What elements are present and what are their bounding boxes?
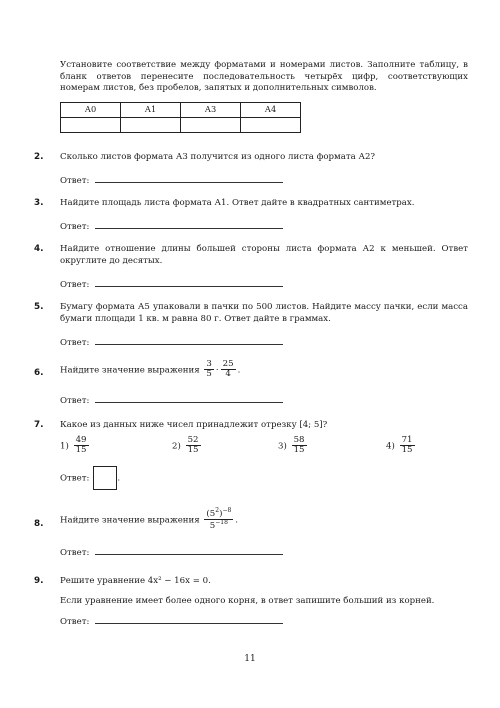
table-header-a4: А4: [241, 103, 301, 118]
question-number: 6.: [34, 368, 44, 378]
question-text: Какое из данных ниже чисел принадлежит отрезку [4; 5]?: [60, 420, 328, 430]
table-cell-a3[interactable]: [181, 118, 241, 133]
intro-text: Установите соответствие между форматами и номерами листов. Заполните таблицу, в бланк ответов перенесите последовательность четырёх цифр, соответствующих номерам листов, без пробелов, запятых и дополнительных символов.: [60, 60, 468, 94]
table-header-a1: А1: [121, 103, 181, 118]
answer-label: Ответ:: [60, 473, 90, 484]
answer-field[interactable]: [60, 279, 283, 292]
answer-label: Ответ:: [60, 338, 90, 348]
table-header-row: [61, 103, 301, 118]
table-cell-a4[interactable]: [241, 118, 301, 133]
answer-field[interactable]: [60, 547, 283, 560]
option-3[interactable]: 3) $\frac{58}{15}$: [278, 435, 305, 456]
question-text: Найдите отношение длины большей стороны листа формата А2 к меньшей. Ответ округлите до десятых.: [60, 244, 468, 266]
option-2[interactable]: 2) $\frac{52}{15}$: [172, 435, 199, 456]
question-number: 5.: [34, 302, 44, 312]
answer-label: Ответ:: [60, 617, 90, 627]
answer-line[interactable]: [95, 337, 283, 345]
fraction: $\frac{49}{15}$: [75, 435, 87, 456]
answer-label: Ответ:: [60, 280, 90, 290]
fraction: $\frac{71}{15}$: [401, 435, 413, 456]
question-text: Сколько листов формата А3 получится из одного листа формата А2?: [60, 152, 376, 162]
fraction: $\frac{25}{4}$: [222, 359, 234, 380]
answer-table: [60, 102, 301, 133]
answer-line[interactable]: [95, 395, 283, 403]
table-header-a3: А3: [181, 103, 241, 118]
question-number: 3.: [34, 198, 44, 208]
question-number: 8.: [34, 519, 44, 529]
fraction: $\frac{58}{15}$: [293, 435, 305, 456]
fraction: $\frac{3}{5}$: [206, 359, 212, 380]
option-1[interactable]: 1) $\frac{49}{15}$: [60, 435, 87, 456]
option-4[interactable]: 4) $\frac{71}{15}$: [386, 435, 413, 456]
answer-label: Ответ:: [60, 548, 90, 558]
question-number: 7.: [34, 420, 44, 430]
answer-field[interactable]: [60, 175, 283, 188]
page-number: 11: [244, 654, 256, 664]
question-text: Найдите площадь листа формата А1. Ответ дайте в квадратных сантиметрах.: [60, 198, 415, 208]
fraction: $\frac{52}{15}$: [187, 435, 199, 456]
fraction: $\frac{(5^2)^{-8}}{5^{-18}}$: [206, 507, 232, 532]
answer-line[interactable]: [95, 175, 283, 183]
answer-line[interactable]: [95, 616, 283, 624]
answer-line[interactable]: [95, 547, 283, 555]
answer-line[interactable]: [95, 221, 283, 229]
question-number: 2.: [34, 152, 44, 162]
question-number: 4.: [34, 244, 44, 254]
question-text: Найдите значение выражения $\frac{(5^2)^{-8}}{5^{-18}}$ .: [60, 507, 239, 532]
question-prompt: Найдите значение выражения: [60, 515, 200, 526]
answer-box[interactable]: [93, 466, 117, 490]
question-prompt: Найдите значение выражения: [60, 365, 200, 376]
answer-label: Ответ:: [60, 176, 90, 186]
answer-label: Ответ:: [60, 396, 90, 406]
answer-field[interactable]: [60, 337, 283, 350]
question-text-2: Если уравнение имеет более одного корня, в ответ запишите больший из корней.: [60, 596, 435, 606]
answer-label: Ответ:: [60, 222, 90, 232]
question-text: Решите уравнение 4x² − 16x = 0.: [60, 576, 211, 586]
table-cell-a1[interactable]: [121, 118, 181, 133]
table-header-a0: А0: [61, 103, 121, 118]
answer-field[interactable]: [60, 395, 283, 408]
table-answer-row: [61, 118, 301, 133]
question-text: Найдите значение выражения $\frac{3}{5}$ · $\frac{25}{4}$ .: [60, 359, 241, 380]
question-text: Бумагу формата А5 упаковали в пачки по 500 листов. Найдите массу пачки, если масса бумаги площади 1 кв. м равна 80 г. Ответ дайте в граммах.: [60, 302, 468, 324]
table-cell-a0[interactable]: [61, 118, 121, 133]
answer-field[interactable]: [60, 221, 283, 234]
answer-field[interactable]: [60, 616, 283, 629]
answer-field[interactable]: Ответ: .: [60, 466, 120, 490]
answer-line[interactable]: [95, 279, 283, 287]
question-number: 9.: [34, 576, 44, 586]
